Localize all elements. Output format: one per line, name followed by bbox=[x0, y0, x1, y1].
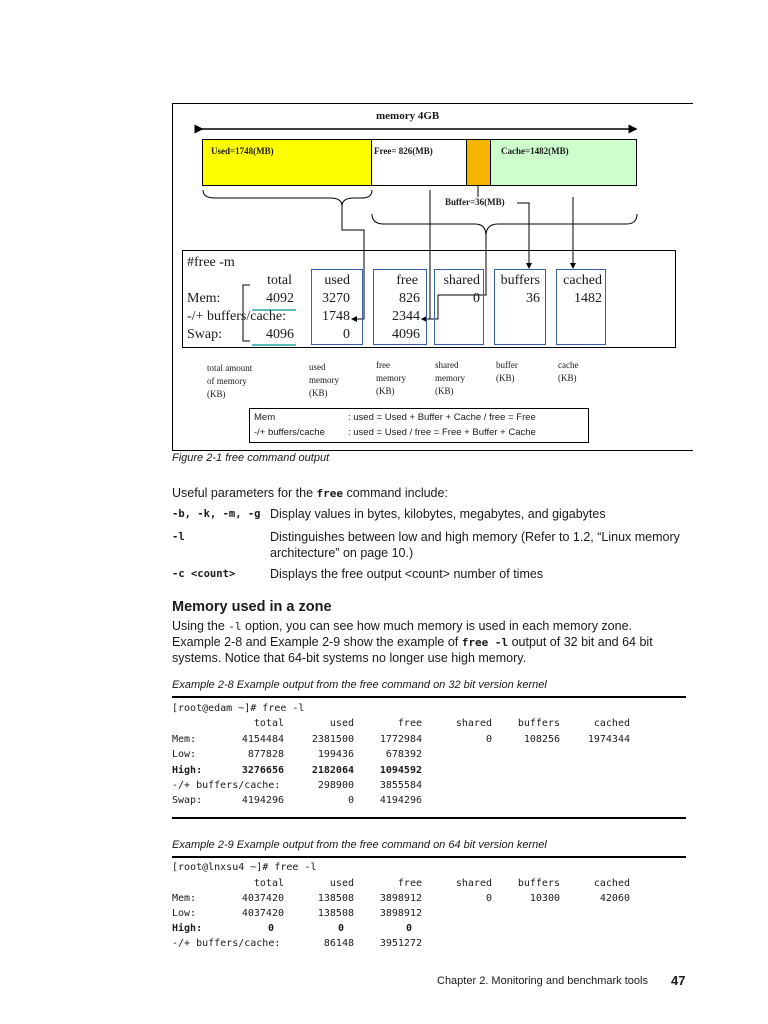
ex28-header-used: used bbox=[329, 718, 354, 729]
row-mem-shared: 0 bbox=[473, 291, 480, 306]
example-29-top-rule bbox=[172, 856, 686, 858]
figure-title: memory 4GB bbox=[376, 110, 440, 122]
example-28-top-rule bbox=[172, 696, 686, 698]
ex28-header-shared: shared bbox=[455, 718, 492, 729]
section-paragraph-line-1: Using the -l option, you can see how much memory is used in each memory zone. bbox=[172, 619, 632, 633]
terminal-command: #free -m bbox=[187, 255, 235, 270]
example-29-caption: Example 2-9 Example output from the free command on 64 bit version kernel bbox=[172, 839, 547, 851]
header-cached: cached bbox=[563, 273, 602, 288]
row-buffers-cache-used: 1748 bbox=[322, 309, 350, 324]
figure-caption: Figure 2-1 free command output bbox=[172, 452, 330, 464]
row-buffers-cache-label: -/+ buffers/cache: bbox=[187, 309, 286, 324]
row-buffers-cache-free: 2344 bbox=[392, 309, 420, 324]
row-mem-free: 826 bbox=[399, 291, 420, 306]
row-mem-label: Mem: bbox=[187, 291, 221, 306]
example-29-prompt: [root@lnxsu4 ~]# free -l bbox=[172, 862, 317, 873]
legend-key-buffers-cache: -/+ buffers/cache bbox=[254, 427, 325, 438]
row-swap-total: 4096 bbox=[266, 327, 294, 342]
row-swap-free: 4096 bbox=[392, 327, 420, 342]
row-mem-used: 3270 bbox=[322, 291, 350, 306]
annotation-cache: cache (KB) bbox=[558, 360, 579, 383]
legend-key-mem: Mem bbox=[254, 412, 276, 423]
buffer-memory-segment bbox=[466, 139, 491, 186]
row-mem-cached: 1482 bbox=[574, 291, 602, 306]
annotation-total: total amount of memory (KB) bbox=[207, 363, 253, 399]
example-28-bottom-rule bbox=[172, 817, 686, 819]
row-mem-buffers: 36 bbox=[526, 291, 540, 306]
cache-memory-segment: Cache=1482(MB) bbox=[490, 139, 637, 186]
example-28-prompt: [root@edam ~]# free -l bbox=[172, 703, 305, 714]
buffer-label: Buffer=36(MB) bbox=[445, 197, 505, 207]
ex28-header-buffers: buffers bbox=[517, 718, 560, 729]
header-total: total bbox=[267, 273, 292, 288]
ex28-header-free: free bbox=[397, 718, 422, 729]
section-paragraph-line-3: systems. Notice that 64-bit systems no longer use high memory. bbox=[172, 651, 527, 665]
param-desc-count: Displays the free output <count> number of times bbox=[270, 567, 544, 581]
params-intro: Useful parameters for the free command include: bbox=[172, 486, 448, 500]
row-swap-used: 0 bbox=[343, 327, 350, 342]
section-heading: Memory used in a zone bbox=[172, 599, 332, 615]
header-used: used bbox=[324, 273, 350, 288]
param-flag-lowhigh: -l bbox=[172, 531, 185, 543]
param-flag-units: -b, -k, -m, -g bbox=[172, 508, 261, 520]
example-28-caption: Example 2-8 Example output from the free command on 32 bit version kernel bbox=[172, 679, 547, 691]
param-desc-units: Display values in bytes, kilobytes, megabytes, and gigabytes bbox=[270, 507, 606, 521]
legend-value-buffers-cache: : used = Used / free = Free + Buffer + Cache bbox=[348, 427, 536, 438]
row-swap-label: Swap: bbox=[187, 327, 222, 342]
used-memory-segment: Used=1748(MB) bbox=[202, 139, 372, 186]
formula-legend bbox=[249, 408, 589, 443]
footer-chapter: Chapter 2. Monitoring and benchmark tools bbox=[437, 975, 648, 987]
legend-value-mem: : used = Used + Buffer + Cache / free = Free bbox=[348, 412, 536, 423]
footer-page-number: 47 bbox=[671, 973, 686, 988]
annotation-free: free memory (KB) bbox=[376, 360, 406, 396]
header-buffers: buffers bbox=[500, 273, 540, 288]
free-memory-segment: Free= 826(MB) bbox=[371, 139, 467, 186]
ex28-header-cached: cached bbox=[593, 718, 630, 729]
annotation-shared: shared memory (KB) bbox=[435, 360, 465, 396]
section-paragraph-line-2: Example 2-8 and Example 2-9 show the example of free -l output of 32 bit and 64 bit bbox=[172, 635, 653, 649]
ex28-header-total: total bbox=[253, 718, 284, 729]
row-mem-total: 4092 bbox=[266, 291, 294, 306]
param-desc-lowhigh-2: architecture” on page 10.) bbox=[270, 546, 414, 560]
header-free: free bbox=[396, 273, 418, 288]
param-flag-count: -c <count> bbox=[172, 568, 236, 580]
annotation-used: used memory (KB) bbox=[309, 362, 339, 398]
param-desc-lowhigh-1: Distinguishes between low and high memory (Refer to 1.2, “Linux memory bbox=[270, 530, 680, 544]
header-shared: shared bbox=[443, 273, 480, 288]
annotation-buffer: buffer (KB) bbox=[496, 360, 518, 383]
